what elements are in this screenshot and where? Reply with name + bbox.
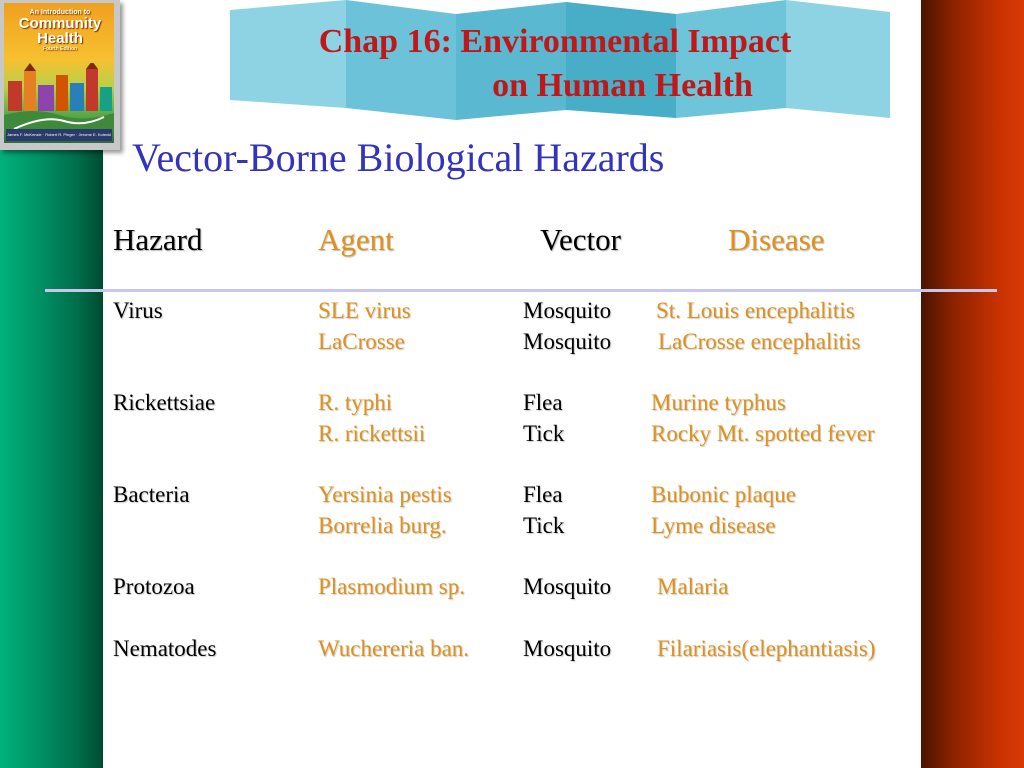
- cover-title-small: An Introduction to: [29, 9, 91, 16]
- cell-agent: SLE virus: [318, 298, 411, 323]
- cell-disease: LaCrosse encephalitis: [658, 329, 861, 354]
- cell-disease: Filariasis(elephantiasis): [657, 636, 876, 661]
- cell-disease: Lyme disease: [651, 513, 776, 538]
- cover-edition: Fourth Edition: [42, 46, 78, 52]
- chapter-title-line1: Chap 16: Environmental Impact: [318, 23, 792, 60]
- cell-vector: Flea: [523, 482, 563, 507]
- town-illustration: [4, 63, 114, 129]
- cell-hazard: Bacteria: [113, 482, 190, 507]
- cover-artwork: [4, 3, 114, 143]
- cover-title-line1: Community: [18, 15, 102, 32]
- cover-title-line2: Health: [37, 30, 83, 47]
- cell-vector: Flea: [523, 390, 563, 415]
- column-header-disease: Disease: [728, 222, 825, 257]
- right-decorative-bar: [921, 0, 1024, 768]
- cell-hazard: Virus: [113, 298, 163, 323]
- cell-disease: St. Louis encephalitis: [656, 298, 855, 323]
- cell-disease: Murine typhus: [651, 390, 786, 415]
- cell-agent: Wuchereria ban.: [318, 636, 470, 661]
- cell-agent: R. typhi: [318, 390, 393, 415]
- cell-vector: Tick: [523, 513, 565, 538]
- cell-hazard: Nematodes: [113, 636, 217, 661]
- cell-disease: Rocky Mt. spotted fever: [651, 421, 875, 446]
- cell-disease: Malaria: [657, 574, 729, 599]
- cover-authors: James F. McKenzie · Robert R. Pinger · Jerome E. Kotecki: [6, 129, 112, 141]
- cell-vector: Tick: [523, 421, 565, 446]
- textbook-cover-image: [0, 0, 120, 150]
- cell-vector: Mosquito: [523, 329, 612, 354]
- chapter-title-line2: on Human Health: [492, 67, 753, 104]
- cell-vector: Mosquito: [523, 574, 612, 599]
- cell-agent: Plasmodium sp.: [318, 574, 465, 599]
- cell-disease: Bubonic plaque: [651, 482, 796, 507]
- chapter-title: [230, 20, 880, 108]
- header-divider: [45, 289, 997, 292]
- cell-agent: R. rickettsii: [318, 421, 426, 446]
- cell-agent: LaCrosse: [318, 329, 405, 354]
- cell-hazard: Rickettsiae: [113, 390, 216, 415]
- column-header-hazard: Hazard: [113, 222, 203, 257]
- cell-agent: Yersinia pestis: [318, 482, 452, 507]
- cell-vector: Mosquito: [523, 636, 612, 661]
- slide-heading: Vector-Borne Biological Hazards: [132, 135, 665, 180]
- column-header-vector: Vector: [540, 222, 621, 257]
- cell-hazard: Protozoa: [113, 574, 195, 599]
- cover-title: [8, 9, 112, 52]
- column-header-agent: Agent: [318, 222, 394, 257]
- cell-vector: Mosquito: [523, 298, 612, 323]
- cell-agent: Borrelia burg.: [318, 513, 447, 538]
